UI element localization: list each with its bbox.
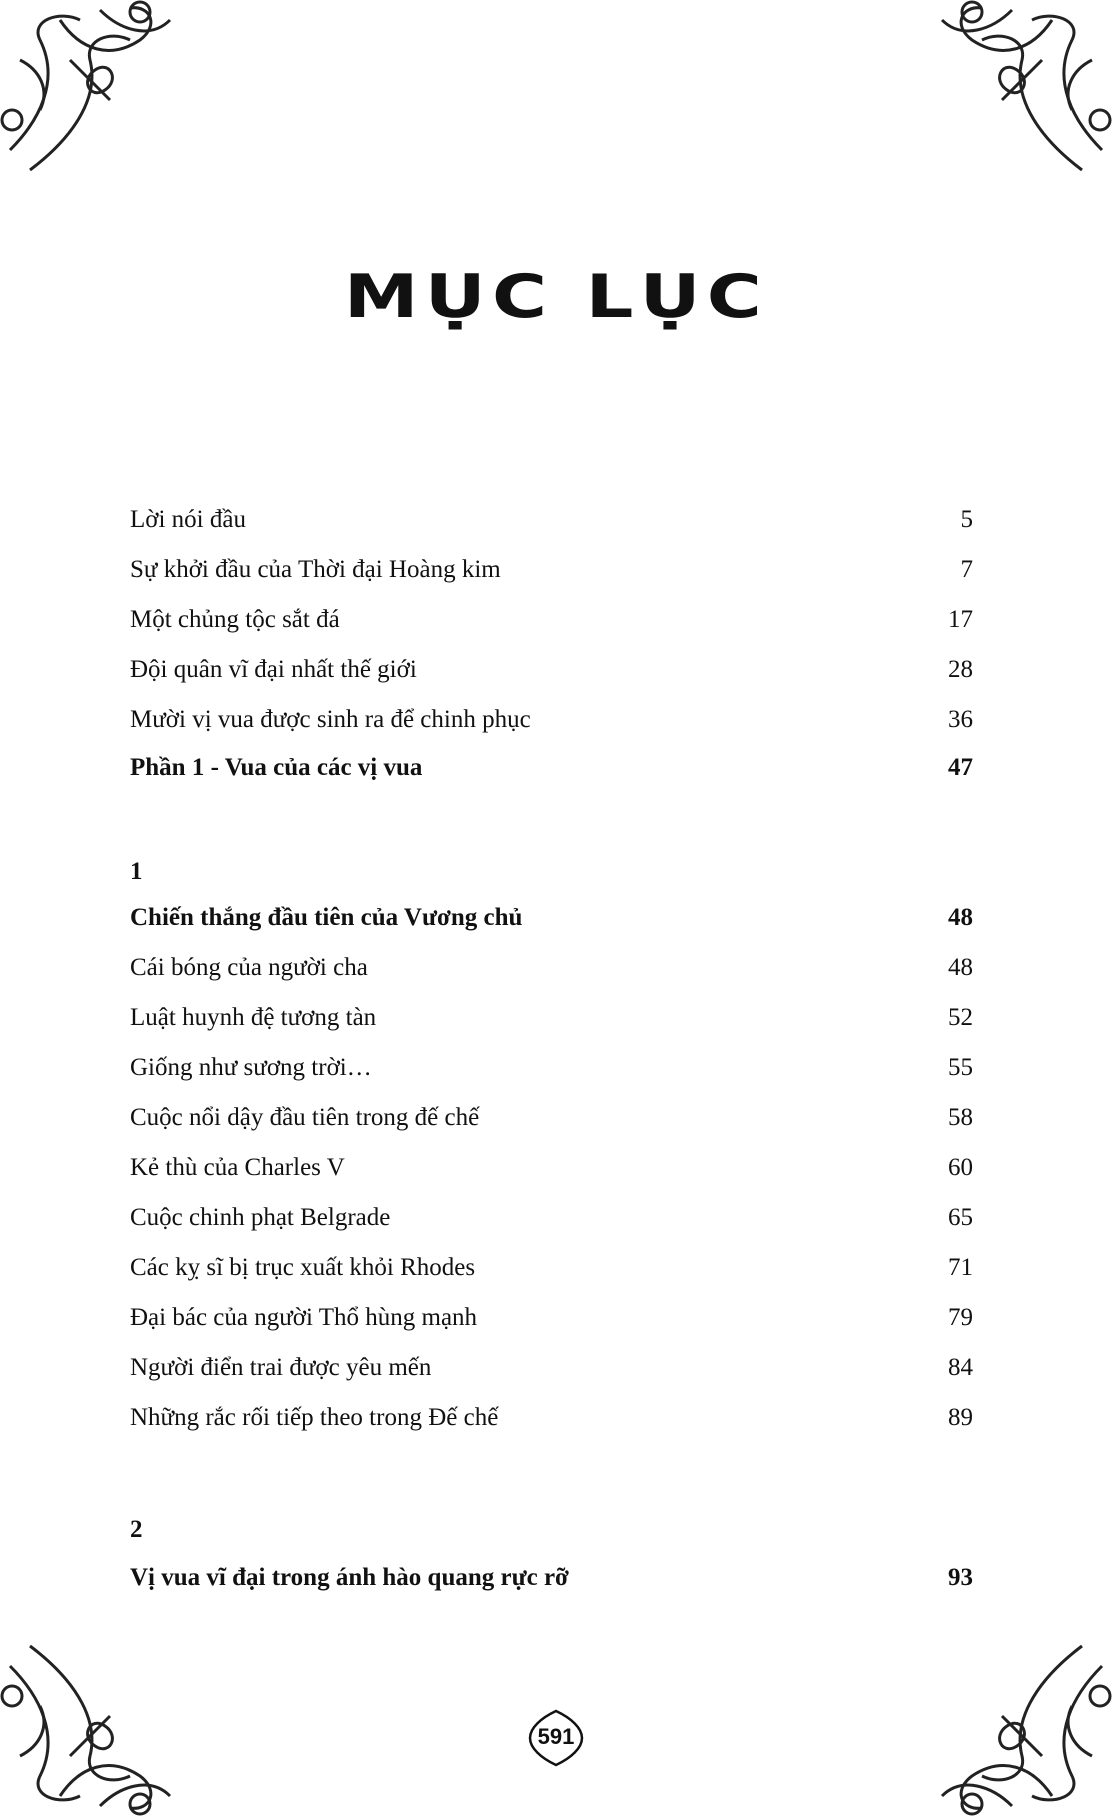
section-number: 2: [130, 1516, 143, 1543]
toc-entry-label: Kẻ thù của Charles V: [130, 1154, 345, 1181]
toc-entry-page: 28: [948, 656, 973, 683]
toc-entry[interactable]: [130, 1298, 973, 1338]
toc-entry[interactable]: [130, 1048, 973, 1088]
toc-entry[interactable]: [130, 600, 973, 640]
toc-entry[interactable]: [130, 1398, 973, 1438]
toc-entry-label: Những rắc rối tiếp theo trong Đế chế: [130, 1404, 499, 1431]
toc-entry[interactable]: [130, 948, 973, 988]
toc-entry-label: Sự khởi đầu của Thời đại Hoàng kim: [130, 556, 501, 583]
toc-entry-label: Lời nói đầu: [130, 506, 246, 533]
toc-entry-page: 5: [960, 506, 973, 533]
toc-entry-label: Vị vua vĩ đại trong ánh hào quang rực rỡ: [130, 1564, 569, 1591]
toc-entry-page: 48: [948, 904, 973, 931]
toc-entry-page: 36: [948, 706, 973, 733]
toc-entry-page: 47: [948, 754, 973, 781]
toc-entry-label: Cuộc nổi dậy đầu tiên trong đế chế: [130, 1104, 480, 1131]
toc-entry-page: 60: [948, 1154, 973, 1181]
page-number-badge: [526, 1708, 586, 1768]
toc-entry[interactable]: [130, 500, 973, 540]
toc-entry[interactable]: [130, 650, 973, 690]
toc-entry-page: 84: [948, 1354, 973, 1381]
toc-entry-label: Đại bác của người Thổ hùng mạnh: [130, 1304, 478, 1331]
toc-entry[interactable]: [130, 1148, 973, 1188]
toc-entry[interactable]: [130, 1098, 973, 1138]
toc-entry[interactable]: [130, 998, 973, 1038]
toc-entry-label: Cuộc chinh phạt Belgrade: [130, 1204, 391, 1231]
toc-part-heading[interactable]: [130, 748, 973, 788]
toc-entry-page: 71: [948, 1254, 973, 1281]
toc-entry-label: Luật huynh đệ tương tàn: [130, 1004, 377, 1031]
section-number: 1: [130, 858, 143, 885]
toc-entry-page: 89: [948, 1404, 973, 1431]
toc-entry[interactable]: [130, 1198, 973, 1238]
toc-entry-page: 65: [948, 1204, 973, 1231]
toc-entry-page: 7: [960, 556, 973, 583]
toc-entry-page: 93: [948, 1564, 973, 1591]
toc-entry-page: 79: [948, 1304, 973, 1331]
table-of-contents: [130, 0, 973, 1816]
toc-entry-label: Cái bóng của người cha: [130, 954, 368, 981]
toc-entry-label: Phần 1 - Vua của các vị vua: [130, 754, 423, 781]
toc-entry-label: Các kỵ sĩ bị trục xuất khỏi Rhodes: [130, 1254, 476, 1281]
page-title: MỤC LỤC: [343, 262, 769, 332]
toc-chapter-heading[interactable]: [130, 1558, 973, 1598]
toc-entry-label: Chiến thắng đầu tiên của Vương chủ: [130, 904, 523, 931]
toc-entry-page: 58: [948, 1104, 973, 1131]
toc-entry-page: 55: [948, 1054, 973, 1081]
toc-entry-page: 17: [948, 606, 973, 633]
toc-entry-label: Một chủng tộc sắt đá: [130, 606, 340, 633]
toc-entry-label: Mười vị vua được sinh ra để chinh phục: [130, 706, 531, 733]
toc-entry[interactable]: [130, 550, 973, 590]
toc-entry[interactable]: [130, 1248, 973, 1288]
page-number: 591: [537, 1724, 575, 1749]
toc-entry-page: 48: [948, 954, 973, 981]
toc-entry[interactable]: [130, 1348, 973, 1388]
toc-entry[interactable]: [130, 700, 973, 740]
toc-entry-label: Đội quân vĩ đại nhất thế giới: [130, 656, 417, 683]
toc-entry-page: 52: [948, 1004, 973, 1031]
toc-chapter-heading[interactable]: [130, 898, 973, 938]
toc-entry-label: Người điển trai được yêu mến: [130, 1354, 432, 1381]
toc-entry-label: Giống như sương trời…: [130, 1054, 372, 1081]
